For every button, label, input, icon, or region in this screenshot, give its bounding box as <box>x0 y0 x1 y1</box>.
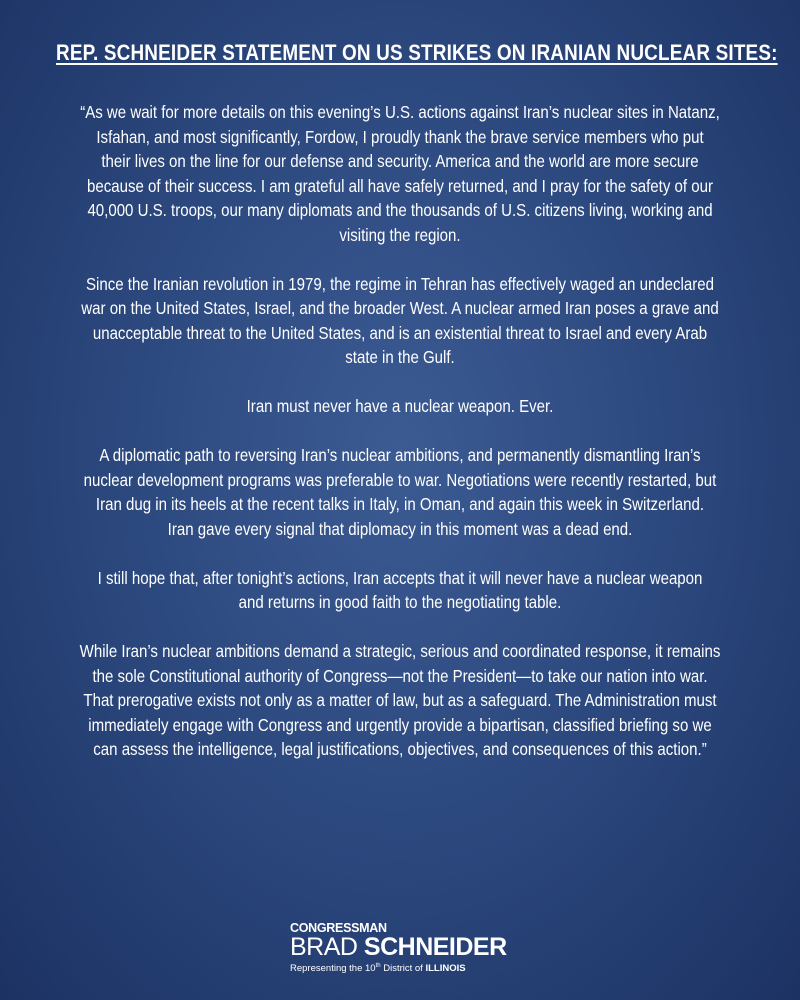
paragraph-1 <box>52 100 748 247</box>
paragraph-4 <box>52 443 748 541</box>
statement-title: REP. SCHNEIDER STATEMENT ON US STRIKES ON IRANIAN NUCLEAR SITES: <box>56 40 778 65</box>
logo-first-name: BRAD <box>290 933 358 961</box>
text-line: state in the Gulf. <box>345 347 455 367</box>
text-line: the sole Constitutional authority of Congress—not the President—to take our nation into war. <box>92 665 708 686</box>
logo-district <box>290 960 510 975</box>
text-line: can assess the intelligence, legal justifications, objectives, and consequences of this action.” <box>93 739 707 759</box>
text-line: visiting the region. <box>339 224 461 245</box>
text-line: and returns in good faith to the negotiating table. <box>238 592 562 612</box>
paragraph-5 <box>52 566 748 615</box>
text-line: because of their success. I am grateful all have safely returned, and I pray for the safety of our <box>87 175 713 196</box>
text-line: “As we wait for more details on this evening’s U.S. actions against Iran’s nuclear sites in Natanz, <box>80 102 720 122</box>
text-line: 40,000 U.S. troops, our many diplomats and the thousands of U.S. citizens living, working and <box>87 200 713 220</box>
logo-last-name: SCHNEIDER <box>363 933 507 961</box>
logo-sub-prefix: Representing the 10 <box>290 963 376 975</box>
text-line: unacceptable threat to the United States, and is an existential threat to Israel and every Arab <box>92 322 708 343</box>
logo-name <box>290 935 510 960</box>
text-line: While Iran’s nuclear ambitions demand a strategic, serious and coordinated response, it remains <box>79 641 721 661</box>
text-line: Isfahan, and most significantly, Fordow, I proudly thank the brave service members who put <box>96 126 704 147</box>
text-line: Iran must never have a nuclear weapon. Ever. <box>246 396 554 416</box>
logo-sub-sup: th <box>375 963 381 969</box>
congressman-logo <box>290 922 510 975</box>
paragraph-6 <box>52 639 748 762</box>
paragraph-3 <box>52 394 748 419</box>
text-line: war on the United States, Israel, and the broader West. A nuclear armed Iran poses a grave and <box>81 298 719 318</box>
paragraph-2 <box>52 272 748 370</box>
logo-sub-mid: District of <box>380 963 426 975</box>
logo-congressman: CONGRESSMAN <box>290 921 387 935</box>
text-line: Iran dug in its heels at the recent talks in Italy, in Oman, and again this week in Switzerland. <box>95 494 705 514</box>
text-line: A diplomatic path to reversing Iran’s nuclear ambitions, and permanently dismantling Iran’s <box>99 445 701 465</box>
statement-body <box>52 100 748 786</box>
text-line: That prerogative exists not only as a matter of law, but as a safeguard. The Administration must <box>83 690 717 710</box>
logo-state: ILLINOIS <box>425 963 466 975</box>
text-line: I still hope that, after tonight’s actions, Iran accepts that it will never have a nuclear weapon <box>97 567 703 588</box>
text-line: nuclear development programs was preferable to war. Negotiations were recently restarted, but <box>83 469 717 490</box>
text-line: Since the Iranian revolution in 1979, the regime in Tehran has effectively waged an undeclared <box>86 273 714 294</box>
text-line: Iran gave every signal that diplomacy in this moment was a dead end. <box>167 518 633 539</box>
text-line: immediately engage with Congress and urgently provide a bipartisan, classified briefing so we <box>88 714 712 735</box>
text-line: their lives on the line for our defense and security. America and the world are more secure <box>101 151 699 171</box>
